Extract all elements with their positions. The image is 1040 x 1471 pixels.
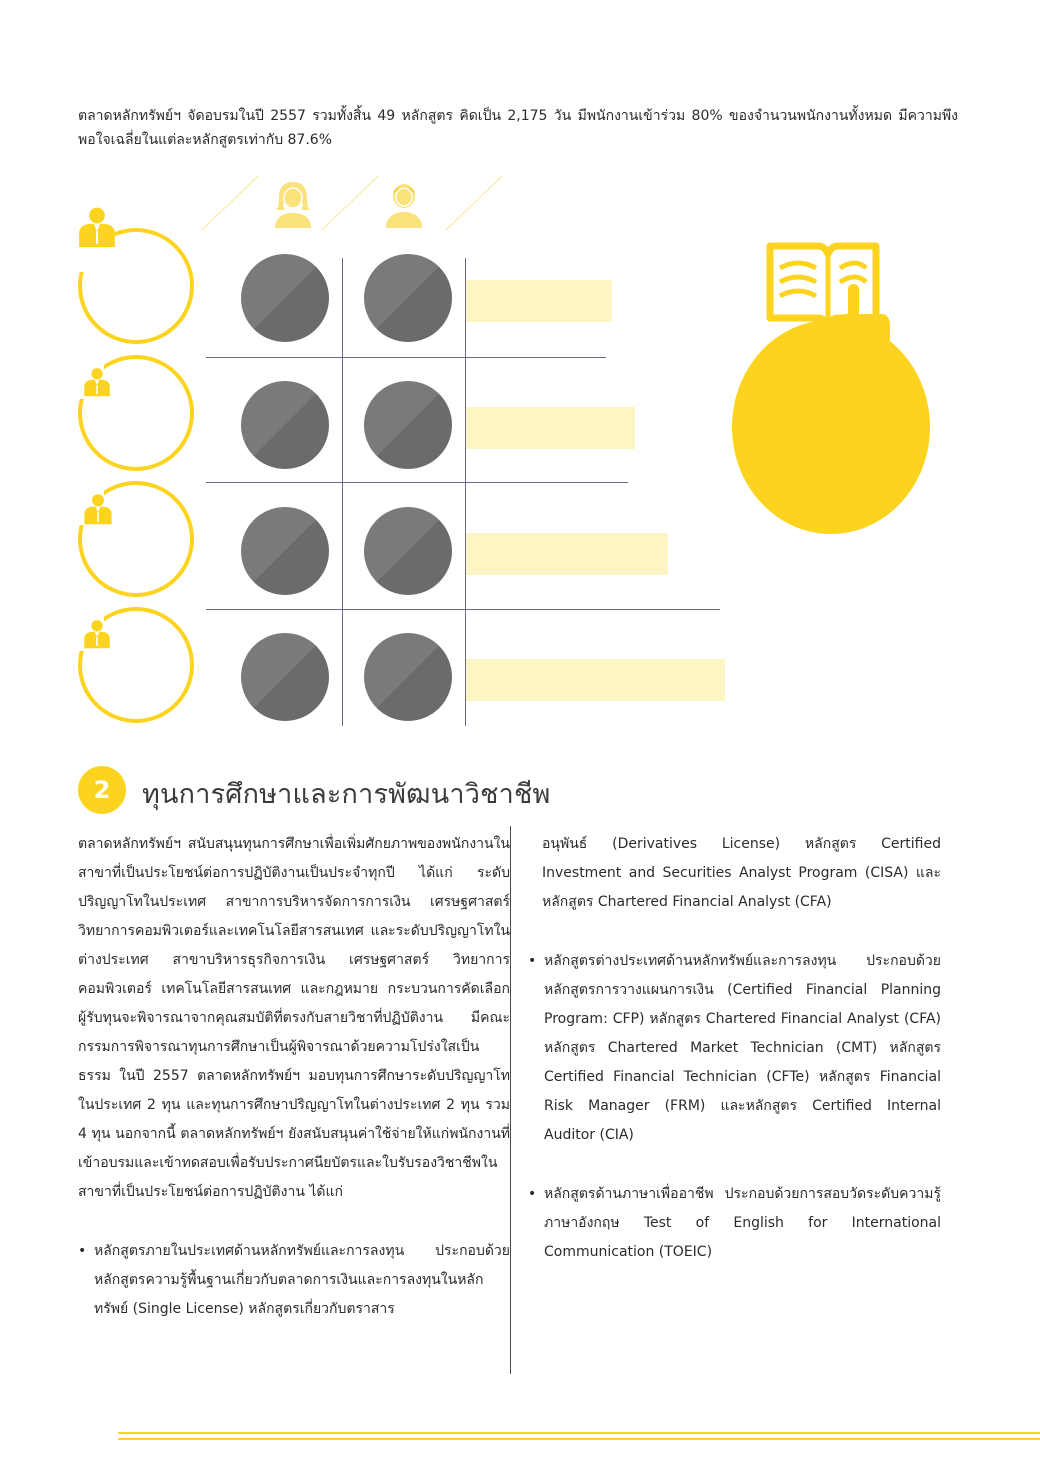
header-slashes (198, 172, 508, 234)
grey-disc (241, 381, 329, 469)
bullet-item-domestic: • หลักสูตรภายในประเทศด้านหลักทรัพย์และการลงทุน ประกอบด้วยหลักสูตรความรู้พื้นฐานเกี่ยวกับตลาดการเงินและการลงทุนในหลักทรัพย์ (Single License) หลักสูตรเกี่ยวกับตราสาร (78, 1237, 510, 1324)
grid-hline (206, 357, 606, 358)
male-person-icon (384, 180, 424, 230)
section-number-badge: 2 (78, 766, 126, 814)
grey-disc (364, 381, 452, 469)
slash-line (322, 176, 378, 230)
grey-disc (364, 633, 452, 721)
grey-disc (364, 507, 452, 595)
staff-icon (74, 206, 120, 248)
slash-line (202, 176, 258, 230)
grey-disc (241, 254, 329, 342)
bullet-continuation: อนุพันธ์ (Derivatives License) หลักสูตร Certified Investment and Securities Analyst Program (CISA) และหลักสูตร Chartered Financial Analyst (CFA) (542, 836, 941, 910)
grid-vline (342, 258, 343, 726)
pale-bar (466, 280, 612, 322)
female-person-icon (273, 180, 313, 230)
body-paragraph: ตลาดหลักทรัพย์ฯ สนับสนุนทุนการศึกษาเพื่อเพิ่มศักยภาพของพนักงานในสาขาที่เป็นประโยชน์ต่อการปฏิบัติงานเป็นประจำทุกปี ได้แก่ ระดับปริญญาโทในประเทศ สาขาการบริหารจัดการการเงิน เศรษฐศาสตร์ วิทยาการคอมพิวเตอร์และเทคโนโลยีสารสนเทศ และระดับปริญญาโทในต่างประเทศ สาขาบริหารธุรกิจการเงิน เศรษฐศาสตร์ วิทยาการคอมพิวเตอร์ เทคโนโลยีสารสนเทศ และกฎหมาย กระบวนการคัดเลือกผู้รับทุนจะพิจารณาจากคุณสมบัติที่ตรงกับสายวิชาที่ปฏิบัติงาน มีคณะกรรมการพิจารณาทุนการศึกษาเป็นผู้พิจารณาด้วยความโปร่งใสเป็นธรรม ในปี 2557 ตลาดหลักทรัพย์ฯ มอบทุนการศึกษาระดับปริญญาโทในประเทศ 2 ทุน และทุนการศึกษาปริญญาโทในต่างประเทศ 2 ทุน รวม 4 ทุน นอกจากนี้ ตลาดหลักทรัพย์ฯ ยังสนับสนุนค่าใช้จ่ายให้แก่พนักงานที่เข้าอบรมและเข้าทดสอบเพื่อรับประกาศนียบัตรและใบรับรองวิชาชีพในสาขาที่เป็นประโยชน์ต่อการปฏิบัติงาน ได้แก่ (78, 836, 510, 1200)
grey-disc (241, 633, 329, 721)
footer-line (118, 1438, 1040, 1440)
grid-hline (206, 609, 720, 610)
left-column (78, 830, 510, 1324)
pale-bar (466, 533, 668, 575)
pale-bar (466, 407, 635, 449)
book-hand-icon (764, 238, 894, 358)
bullet-item-international: • หลักสูตรต่างประเทศด้านหลักทรัพย์และการลงทุน ประกอบด้วยหลักสูตรการวางแผนการเงิน (Certified Financial Planning Program: CFP) หลักสูตร Chartered Financial Analyst (CFA) หลักสูตร Chartered Market Technician (CMT) หลักสูตร Certified Financial Technician (CFTe) หลักสูตร Financial Risk Manager (FRM) และหลักสูตร Certified Internal Auditor (CIA) (528, 947, 941, 1150)
column-divider (510, 826, 511, 1374)
grid-hline (206, 482, 628, 483)
staff-icon (80, 367, 114, 397)
grey-disc (241, 507, 329, 595)
grid-vline (465, 258, 466, 726)
slash-line (446, 176, 502, 230)
grey-disc (364, 254, 452, 342)
intro-paragraph: ตลาดหลักทรัพย์ฯ จัดอบรมในปี 2557 รวมทั้งสิ้น 49 หลักสูตร คิดเป็น 2,175 วัน มีพนักงานเข้าร่วม 80% ของจำนวนพนักงานทั้งหมด มีความพึงพอใจเฉลี่ยในแต่ละหลักสูตรเท่ากับ 87.6% (78, 108, 958, 148)
right-column (528, 830, 941, 1267)
pale-bar (466, 659, 725, 701)
footer-line (118, 1432, 1040, 1434)
bullet-item-language: • หลักสูตรด้านภาษาเพื่ออาชีพ ประกอบด้วยการสอบวัดระดับความรู้ภาษาอังกฤษ Test of English for International Communication (TOEIC) (528, 1180, 941, 1267)
staff-icon (80, 493, 116, 525)
section-title: ทุนการศึกษาและการพัฒนาวิชาชีพ (142, 779, 551, 810)
staff-icon (80, 619, 114, 649)
